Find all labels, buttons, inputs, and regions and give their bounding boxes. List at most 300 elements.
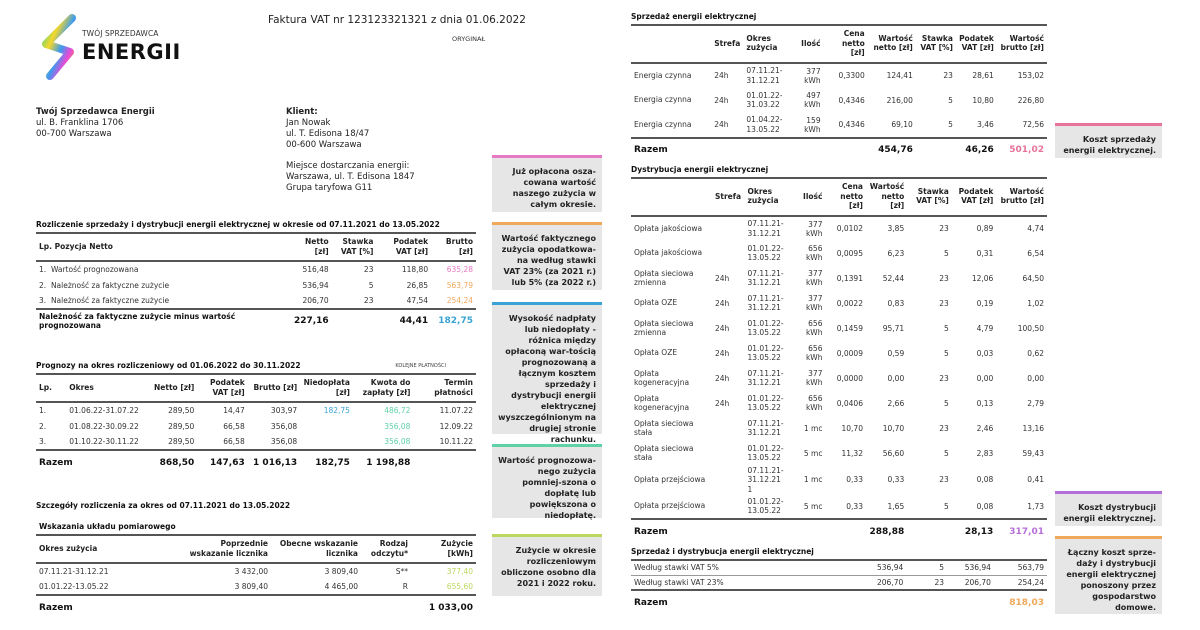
table-row [36,402,476,418]
cell-period: 01.01.22-31.03.22 [746,90,783,109]
cell-price: 10,70 [841,423,863,433]
table-row [631,466,1047,495]
col-header: Podatek VAT [zł] [197,374,247,402]
cell-netto: 289,50 [168,406,195,415]
cell-vat: 47,54 [406,296,429,305]
cell-netto: 536,94 [302,280,329,290]
distribution-title: Dystrybucja energii elektrycznej [631,165,769,174]
sales-table [631,24,1047,162]
cell-usage: 377,40 [446,567,473,576]
table-row [631,575,1047,590]
total-usage: 1 033,00 [411,595,476,619]
table-row [631,560,1047,575]
company-logo [36,12,181,84]
total-row [631,590,1047,614]
sales-title: Sprzedaż energii elektrycznej [631,12,757,21]
total-row [36,309,476,331]
total-brutto: 501,02 [997,138,1047,162]
cell-netto: 95,71 [882,323,905,333]
cell-netto: 536,94 [877,563,904,573]
details-section [36,501,476,619]
total-vat: 147,63 [197,450,247,474]
cell-vat: 0,03 [976,348,994,358]
total-label: Razem [631,590,835,614]
col-header: Poprzednie wskazanie licznika [186,535,271,563]
cell-netto: 3,85 [887,224,905,233]
total-label: Razem [631,519,712,543]
col-header: Podatek VAT [zł] [952,178,997,216]
col-header: Wartość netto [zł] [868,25,916,63]
cell-zone [712,441,745,466]
col-header: Okres zużycia [36,535,186,563]
cell-lp: 2. [39,421,47,431]
cell-vat-rate: 23 [939,373,949,383]
cell-period: 07.11.21-31.12.21 [747,418,784,437]
table-row [631,441,1047,466]
col-header: Obecne wskazanie licznika [271,535,361,563]
col-header: Stawka VAT [%] [907,178,952,216]
note-overpayment: Wysokość nadpłaty lub niedopłaty - różnica między opłaconą war-tością prognozowaną a łącznym kosztem sprzedaży i dystrybucji energii elektrycznej wyszczególnionym na drugiej stronie rachunku. [492,302,602,434]
col-header: Okres zużycia [743,25,787,63]
total-label: Razem [36,595,186,619]
cell-vat: 66,58 [223,437,245,446]
cell-zone [712,241,745,266]
cell-vat-rate: 5 [948,95,953,105]
cell-curr-reading: 4 465,00 [324,582,358,591]
cell-brutto: 153,02 [1017,71,1044,80]
table-row [631,391,1047,416]
cell-vat-rate: 5 [943,448,949,458]
cell-vat: 28,61 [972,71,994,80]
note-distribution-cost: Koszt dystrybucji energii elektrycznej. [1055,491,1162,526]
cell-name: Opłata jakościowa [634,223,703,233]
note-sales-cost: Koszt sprzedaży energii elektrycznej. [1055,123,1162,158]
col-header: Lp. Pozycja Netto [36,233,291,261]
cell-zone [712,416,745,441]
forecast-table [36,373,476,474]
cell-zone: 24h [715,298,730,308]
cell-brutto: 0,41 [1027,475,1044,485]
cell-vat: 0,08 [976,501,994,511]
cell-vat-rate: 5 [943,501,949,511]
cell-vat: 0,89 [976,224,994,233]
cell-netto: 69,10 [891,120,913,129]
total-underpay: 182,75 [300,450,353,474]
cell-brutto: 254,24 [1017,577,1044,587]
cell-qty: 377 kWh [805,369,823,387]
cell-brutto: 64,50 [1022,273,1044,283]
table-row [36,277,476,293]
cell-zone: 24h [714,71,729,80]
cell-period: 07.11.21-31.12.21 1 [747,465,784,494]
cell-name: Opłata kogeneracyjna [634,368,690,387]
table-row [631,266,1047,291]
cell-qty: 377 kWh [804,66,821,85]
cell-netto: 206,70 [877,577,904,587]
cell-underpay [300,434,353,450]
table-row [631,291,1047,316]
total-netto: 868,50 [147,450,197,474]
cell-due-date: 12.09.22 [439,421,473,431]
combined-table [631,559,1047,614]
cell-price: 0,4346 [838,120,865,129]
note-forecast: Wartość prognozowa-nego zużycia pomniej-szona o dopłatę lub powiększona o niedopłatę. [492,444,602,518]
cell-qty: 656 kWh [805,244,823,262]
cell-period: 01.04.22-13.05.22 [746,115,783,134]
col-header [631,25,711,63]
table-row [36,293,476,309]
cell-period: 01.01.22-13.05.22 [747,443,784,462]
cell-period: 07.11.21-31.12.21 [747,219,784,238]
cell-vat-rate: 23 [939,273,949,283]
cell-vat: 0,13 [976,398,994,408]
original-label: ORYGINAŁ [452,35,486,43]
cell-netto: 56,60 [882,448,905,458]
cell-qty: 656 kWh [805,344,823,362]
cell-name: Opłata przejściowa [634,475,706,484]
cell-name: Według stawki VAT 5% [634,563,719,573]
table-row [36,418,476,434]
cell-period: 07.11.21-31.12.21 [39,567,109,576]
cell-netto: 1,65 [887,501,905,511]
settlement-section [36,220,476,331]
cell-vat-rate: 5 [948,120,953,129]
table-row [36,261,476,277]
cell-netto: 52,44 [882,273,905,283]
sales-section [631,12,1047,162]
total-row [36,450,476,474]
cell-netto: 6,23 [887,248,905,258]
cell-qty: 656 kWh [805,394,823,412]
cell-to-pay: 356,08 [384,437,411,446]
cell-period: 07.11.21-31.12.21 [747,293,784,312]
cell-qty: 1 mc [803,475,823,485]
cell-name: Opłata sieciowa stała [634,443,694,462]
cell-brutto: 254,24 [446,296,473,305]
note-prepaid: Już opłacona osza-cowana wartość naszego zużycia w całym okresie. [492,155,602,212]
cell-name: Energia czynna [634,95,692,105]
cell-netto: 124,41 [886,71,913,80]
cell-prev-reading: 3 432,00 [234,567,268,576]
col-header: Ilość [788,25,824,63]
cell-netto: 289,50 [168,421,195,431]
col-header: Cena netto [zł] [824,25,868,63]
cell-brutto: 13,16 [1022,423,1044,433]
cell-period: 07.11.21-31.12.21 [747,368,784,387]
cell-brutto: 4,74 [1027,224,1044,233]
cell-netto: 0,33 [887,475,905,485]
distribution-table [631,177,1047,543]
note-usage-split: Zużycie w okresie rozliczeniowym obliczone osobno dla 2021 i 2022 roku. [492,534,602,596]
delivery-address: Warszawa, ul. T. Edisona 1847 [286,172,415,182]
note-total-cost: Łączny koszt sprze-daży i dystrybucji energii elektrycznej ponoszony przez gospodarstwo domowe. [1055,536,1162,614]
col-header: Stawka VAT [%] [332,233,377,261]
cell-brutto: 356,08 [270,421,298,431]
cell-vat-rate: 5 [943,348,949,358]
cell-zone: 24h [714,120,729,129]
cell-brutto: 0,00 [1027,373,1044,383]
forecast-subtitle: KOLEJNE PŁATNOŚCI [395,363,446,369]
total-row [36,595,476,619]
cell-vat: 26,85 [406,280,429,290]
cell-vat-rate: 23 [939,475,949,485]
table-row [631,216,1047,241]
cell-vat: 536,94 [964,563,991,573]
total-label: Razem [36,450,147,474]
col-header: Brutto [zł] [248,374,300,402]
col-header: Wartość brutto [zł] [997,25,1047,63]
total-netto: 227,16 [291,309,332,331]
cell-vat-rate: 23 [363,265,374,274]
total-brutto: 182,75 [431,309,476,331]
total-label: Należność za faktyczne zużycie minus wartość prognozowana [36,309,291,331]
cell-name: Opłata OZE [634,348,678,358]
meter-table [36,534,476,619]
seller-city: 00-700 Warszawa [36,129,112,139]
cell-vat: 2,46 [976,423,994,433]
cell-price: 0,0095 [836,248,863,258]
cell-period: 01.01.22-13.05.22 [747,243,784,262]
col-header: Netto [zł] [291,233,332,261]
total-netto: 454,76 [868,138,916,162]
cell-vat-rate: 5 [939,563,945,573]
row-name: 2. Należność za faktyczne zużycie [39,280,170,290]
cell-prev-reading: 3 809,40 [234,582,268,591]
col-header: Podatek VAT [zł] [956,25,997,63]
table-row [36,434,476,450]
seller-street: ul. B. Franklina 1706 [36,118,124,128]
cell-price: 0,0406 [836,398,863,408]
client-block [286,107,415,194]
col-header [631,178,712,216]
table-row [631,113,1047,138]
cell-period: 01.08.22-30.09.22 [69,421,139,431]
cell-name: Opłata jakościowa [634,248,703,258]
total-vat: 44,41 [376,309,431,331]
cell-vat: 2,83 [976,448,994,458]
cell-lp: 1. [39,406,47,415]
cell-qty: 656 kWh [805,319,823,337]
cell-brutto: 356,08 [270,437,298,446]
cell-vat: 3,46 [977,120,994,129]
col-header: Strefa [711,25,743,63]
cell-vat-rate: 23 [934,577,945,587]
cell-zone [712,494,745,519]
meter-title: Wskazania układu pomiarowego [39,522,176,531]
cell-netto: 10,70 [882,423,905,433]
table-row [631,88,1047,113]
cell-qty: 497 kWh [804,91,821,109]
cell-brutto: 563,79 [446,280,473,290]
cell-brutto: 100,50 [1017,323,1044,333]
col-header: Kwota do zapłaty [zł] [353,374,414,402]
col-header: Zużycie [kWh] [411,535,476,563]
cell-brutto: 303,97 [270,406,298,415]
cell-curr-reading: 3 809,40 [324,567,358,576]
cell-price: 0,1391 [836,273,863,283]
cell-name: Opłata przejściowa [634,501,706,511]
cell-vat-rate: 23 [939,423,949,433]
cell-to-pay: 356,08 [384,421,411,431]
cell-period: 01.01.22-13.05.22 [747,496,784,515]
cell-vat-rate: 5 [943,323,949,333]
cell-zone: 24h [715,323,730,333]
cell-netto: 0,00 [887,373,905,383]
col-header: Strefa [712,178,745,216]
tariff-group: Grupa taryfowa G11 [286,183,373,193]
forecast-title: Prognozy na okres rozliczeniowy od 01.06.2022 do 30.11.2022 [36,361,301,370]
total-vat: 46,26 [956,138,997,162]
table-row [631,341,1047,366]
cell-period: 01.06.22-31.07.22 [69,406,139,415]
forecast-section [36,361,476,474]
col-header: Wartość netto [zł] [866,178,907,216]
combined-title: Sprzedaż i dystrybucja energii elektrycznej [631,547,814,556]
table-row [631,241,1047,266]
col-header: Wartość brutto [zł] [996,178,1047,216]
cell-vat: 0,08 [976,475,994,485]
cell-name: Opłata sieciowa zmienna [634,318,694,337]
cell-price: 0,33 [846,475,863,485]
client-label: Klient: [286,107,318,117]
cell-period: 01.10.22-30.11.22 [69,437,139,446]
cell-name: Opłata sieciowa zmienna [634,268,694,287]
seller-block [36,107,155,140]
cell-brutto: 6,54 [1027,248,1044,258]
cell-zone [712,466,745,495]
col-header: Lp. [36,374,66,402]
cell-zone: 24h [715,348,730,358]
cell-period: 01.01.22-13.05.22 [747,343,784,362]
cell-zone [712,216,745,241]
cell-netto: 206,70 [302,296,329,305]
details-title: Szczegóły rozliczenia za okres od 07.11.2021 do 13.05.2022 [36,501,291,510]
total-row [631,138,1047,162]
cell-netto: 2,66 [887,398,905,408]
cell-period: 01.01.22-13.05.22 [747,393,784,412]
cell-qty: 1 mc [803,423,823,433]
table-row [36,563,476,579]
cell-vat: 206,70 [964,577,991,587]
cell-reading-type: R [402,582,408,591]
cell-netto: 516,48 [302,265,329,274]
total-brutto: 818,03 [994,590,1047,614]
seller-name: Twój Sprzedawca Energii [36,107,155,117]
cell-usage: 655,60 [446,582,473,591]
col-header: Niedopłata [zł] [300,374,353,402]
cell-price: 0,0022 [836,298,863,308]
cell-qty: 377 kWh [805,219,823,238]
cell-vat: 0,00 [976,373,994,383]
cell-period: 01.01.22-13.05.22 [747,318,784,337]
cell-price: 11,32 [841,448,863,458]
cell-period: 01.01.22-13.05.22 [39,582,109,591]
cell-due-date: 11.07.22 [439,406,473,415]
cell-due-date: 10.11.22 [439,437,473,446]
cell-vat: 10,80 [972,95,994,105]
cell-vat-rate: 5 [943,248,949,258]
row-name: 1. Wartość prognozowana [39,265,139,274]
cell-brutto: 1,02 [1027,298,1044,308]
cell-brutto: 59,43 [1022,448,1044,458]
cell-brutto: 0,62 [1027,348,1044,358]
total-to-pay: 1 198,88 [353,450,414,474]
col-header: Okres [66,374,147,402]
cell-brutto: 226,80 [1017,95,1044,105]
cell-underpay [300,418,353,434]
cell-brutto: 1,73 [1027,501,1044,511]
cell-price: 0,0000 [836,373,863,383]
col-header: Rodzaj odczytu* [361,535,411,563]
total-brutto: 317,01 [996,519,1047,543]
cell-netto: 0,83 [887,298,905,308]
cell-qty: 5 mc [803,448,823,458]
cell-vat-rate: 23 [939,224,949,233]
total-netto: 288,88 [866,519,907,543]
note-actual-usage: Wartość faktycznego zużycia opodatkowa-na według stawki VAT 23% (za 2021 r.) lub 5% (za 2022 r.) [492,222,602,290]
col-header: Brutto [zł] [431,233,476,261]
cell-name: Energia czynna [634,119,692,129]
cell-zone: 24h [715,373,730,383]
cell-name: Energia czynna [634,70,692,80]
logo-wordmark: ENERGII [82,40,181,64]
cell-period: 07.11.21-31.12.21 [746,66,783,85]
cell-vat: 0,31 [976,248,994,258]
cell-vat-rate: 23 [363,296,374,305]
cell-price: 0,3300 [838,71,865,80]
cell-vat: 66,58 [223,421,245,431]
cell-vat: 0,19 [976,298,994,308]
lightning-logo-icon [36,12,86,84]
combined-section [631,547,1047,614]
invoice-title: Faktura VAT nr 123123321321 z dnia 01.06.2022 [268,14,526,26]
client-city: 00-600 Warszawa [286,140,362,150]
cell-brutto: 72,56 [1022,120,1044,129]
cell-vat-rate: 23 [939,298,949,308]
cell-netto: 216,00 [886,95,913,105]
row-name: 3. Należność za faktyczne zużycie [39,296,170,305]
logo-tagline: TWÓJ SPRZEDAWCA [82,29,159,38]
cell-price: 0,4346 [838,95,865,105]
cell-period: 07.11.21-31.12.21 [747,268,784,287]
total-label: Razem [631,138,711,162]
cell-to-pay: 486,72 [384,406,411,415]
col-header: Okres zużycia [745,178,790,216]
table-row [631,416,1047,441]
cell-price: 0,33 [846,501,863,511]
cell-qty: 377 kWh [805,269,823,287]
cell-vat: 118,80 [401,265,429,274]
cell-qty: 5 mc [803,501,823,511]
col-header: Stawka VAT [%] [916,25,956,63]
cell-netto: 289,50 [168,437,195,446]
cell-qty: 159 kWh [804,115,821,134]
cell-brutto: 2,79 [1027,398,1044,408]
cell-price: 0,0102 [836,224,863,233]
distribution-section [631,165,1047,543]
cell-zone: 24h [714,95,729,105]
cell-zone: 24h [715,273,730,283]
col-header: Ilość [789,178,825,216]
cell-brutto: 563,79 [1017,563,1044,573]
cell-lp: 3. [39,437,47,446]
total-vat: 28,13 [952,519,997,543]
client-name: Jan Nowak [286,118,331,128]
table-row [631,63,1047,88]
cell-name: Opłata sieciowa stała [634,418,694,437]
cell-vat: 12,06 [971,273,994,283]
cell-zone: 24h [715,398,730,408]
